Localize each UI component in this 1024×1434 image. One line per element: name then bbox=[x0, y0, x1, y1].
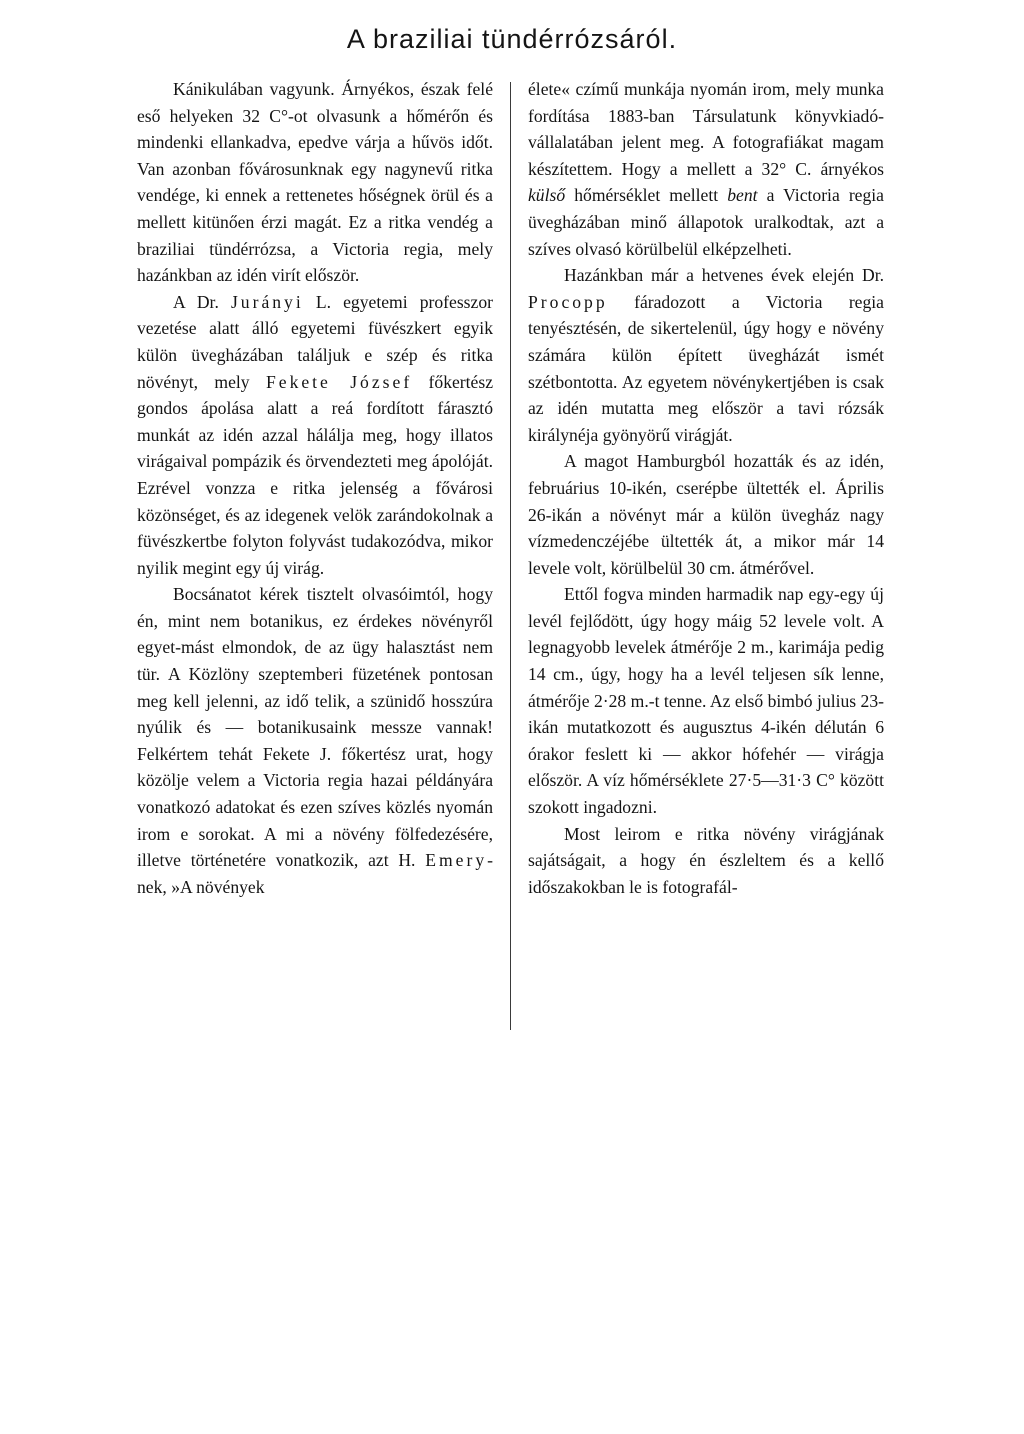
paragraph-text: Bocsánatot kérek tisztelt olvasóimtól, hogy én, mint nem botanikus, ez érdekes növényről egyet-mást elmondok, de az ügy halasztást nem tür. A Közlöny szeptemberi füzetének pontosan meg kell jelenni, az idő telik, a szünidő hosszúra nyúlik és — botanikusaink messze vannak! Felkértem tehát Fekete J. főkertész urat, hogy közölje velem a Victoria regia hazai példányára vonatkozó adatokat és ezen szíves közlés nyomán irom e sorokat. A mi a növény fölfedezésére, illetve történetére vonatkozik, azt H. bbox=[137, 584, 493, 871]
paragraph-text: a Victoria regia üvegházában minő állapotok uralkodtak, azt a szíves olvasó körülbelül elképzelheti. bbox=[528, 185, 884, 259]
paragraph-text: fáradozott a Victoria regia tenyésztésén, de sikertelenül, úgy hogy e növény számára külön épített üvegházát ismét szétbontotta. Az egyetem növénykertjében is csak az idén mutatta meg először a tavi rózsák királynéja gyönyörű virágját. bbox=[528, 291, 884, 445]
emphasis: bent bbox=[727, 185, 758, 206]
left-column bbox=[137, 76, 493, 900]
spaced-name: Procopp bbox=[528, 291, 608, 312]
page-title: A braziliai tündérrózsáról. bbox=[346, 24, 678, 54]
paragraph-text: hőmérséklet mellett bbox=[565, 185, 728, 206]
paragraph-text: Most leirom e ritka növény virágjának sajátságait, a hogy én észleltem és a kellő időszakokban le is fotografál- bbox=[528, 823, 884, 897]
right-column bbox=[528, 76, 884, 900]
emphasis: külső bbox=[528, 185, 566, 206]
paragraph-text: főkertész gondos ápolása alatt a reá fordított fárasztó munkát az idén azzal hálálja meg, hogy illatos virágaival pompázik és örvendezteti meg ápolóját. Ezrével vonzza e ritka jelenség a fővárosi közönséget, és az idegenek velök zarándokolnak a füvészkertbe folyton folyvást tudakozódva, mikor nyilik megint egy új virág. bbox=[137, 371, 494, 578]
spaced-name: Emery bbox=[425, 850, 488, 871]
paragraph-text: élete« czímű munkája nyomán irom, mely munka fordítása 1883-ban Társulatunk könyvkiadó-vállalatában jelent meg. A fotografiákat magam készítettem. Hogy a mellett a 32° C. árnyékos bbox=[528, 79, 884, 179]
paragraph-text: Hazánkban már a hetvenes évek elején Dr. bbox=[564, 265, 884, 286]
paragraph bbox=[137, 581, 493, 900]
paragraph-text: A magot Hamburgból hozatták és az idén, februárius 10-ikén, cserépbe ültették el. Április 26-ikán a növényt már a külön üvegház nagy vízmedenczéjébe ültették át, a mikor már 14 levele volt, körülbelül 30 cm. átmérővel. bbox=[528, 451, 884, 578]
spaced-name: Jurányi bbox=[230, 291, 304, 312]
paragraph-text: -nek, »A növények bbox=[137, 850, 493, 897]
paragraph-text: Kánikulában vagyunk. Árnyékos, észak felé eső helyeken 32 C°-ot olvasunk a hőmérőn és mindenki ellankadva, epedve várja a hűvös időt. Van azonban fővárosunknak egy nagynevű ritka vendége, ki ennek a rettenetes hőségnek örül és a mellett kitünően érzi magát. Ez a ritka vendég a braziliai tündérrózsa, a Victoria regia, mely hazánkban az idén virít először. bbox=[137, 79, 493, 286]
paragraph bbox=[528, 76, 884, 262]
paragraph-text: L. egyetemi professzor vezetése alatt álló egyetemi füvészkert egyik külön üvegházában találjuk e szép és ritka növényt, mely bbox=[137, 291, 493, 392]
paragraph bbox=[528, 262, 884, 448]
paragraph-text: Ettől fogva minden harmadik nap egy-egy új levél fejlődött, úgy hogy máig 52 levele volt. A legnagyobb levelek átmérője 2 m., karimája pedig 14 cm., úgy, hogy ha a levél teljesen sík lenne, átmérője 2·28 m.-t tenne. Az első bimbó julius 23-ikán mutatkozott és augusztus 4-ikén délután 6 órakor feslett ki — akkor hófehér — virágja először. A víz hőmérséklete 27·5—31·3 C° között szokott ingadozni. bbox=[528, 584, 884, 818]
spaced-name: Fekete József bbox=[265, 371, 413, 392]
column-divider bbox=[510, 82, 511, 1030]
paragraph bbox=[137, 289, 493, 582]
paragraph-text: A Dr. bbox=[173, 291, 231, 312]
paragraph bbox=[528, 581, 884, 820]
paragraph bbox=[528, 448, 884, 581]
paragraph bbox=[528, 821, 884, 901]
paragraph bbox=[137, 76, 493, 289]
